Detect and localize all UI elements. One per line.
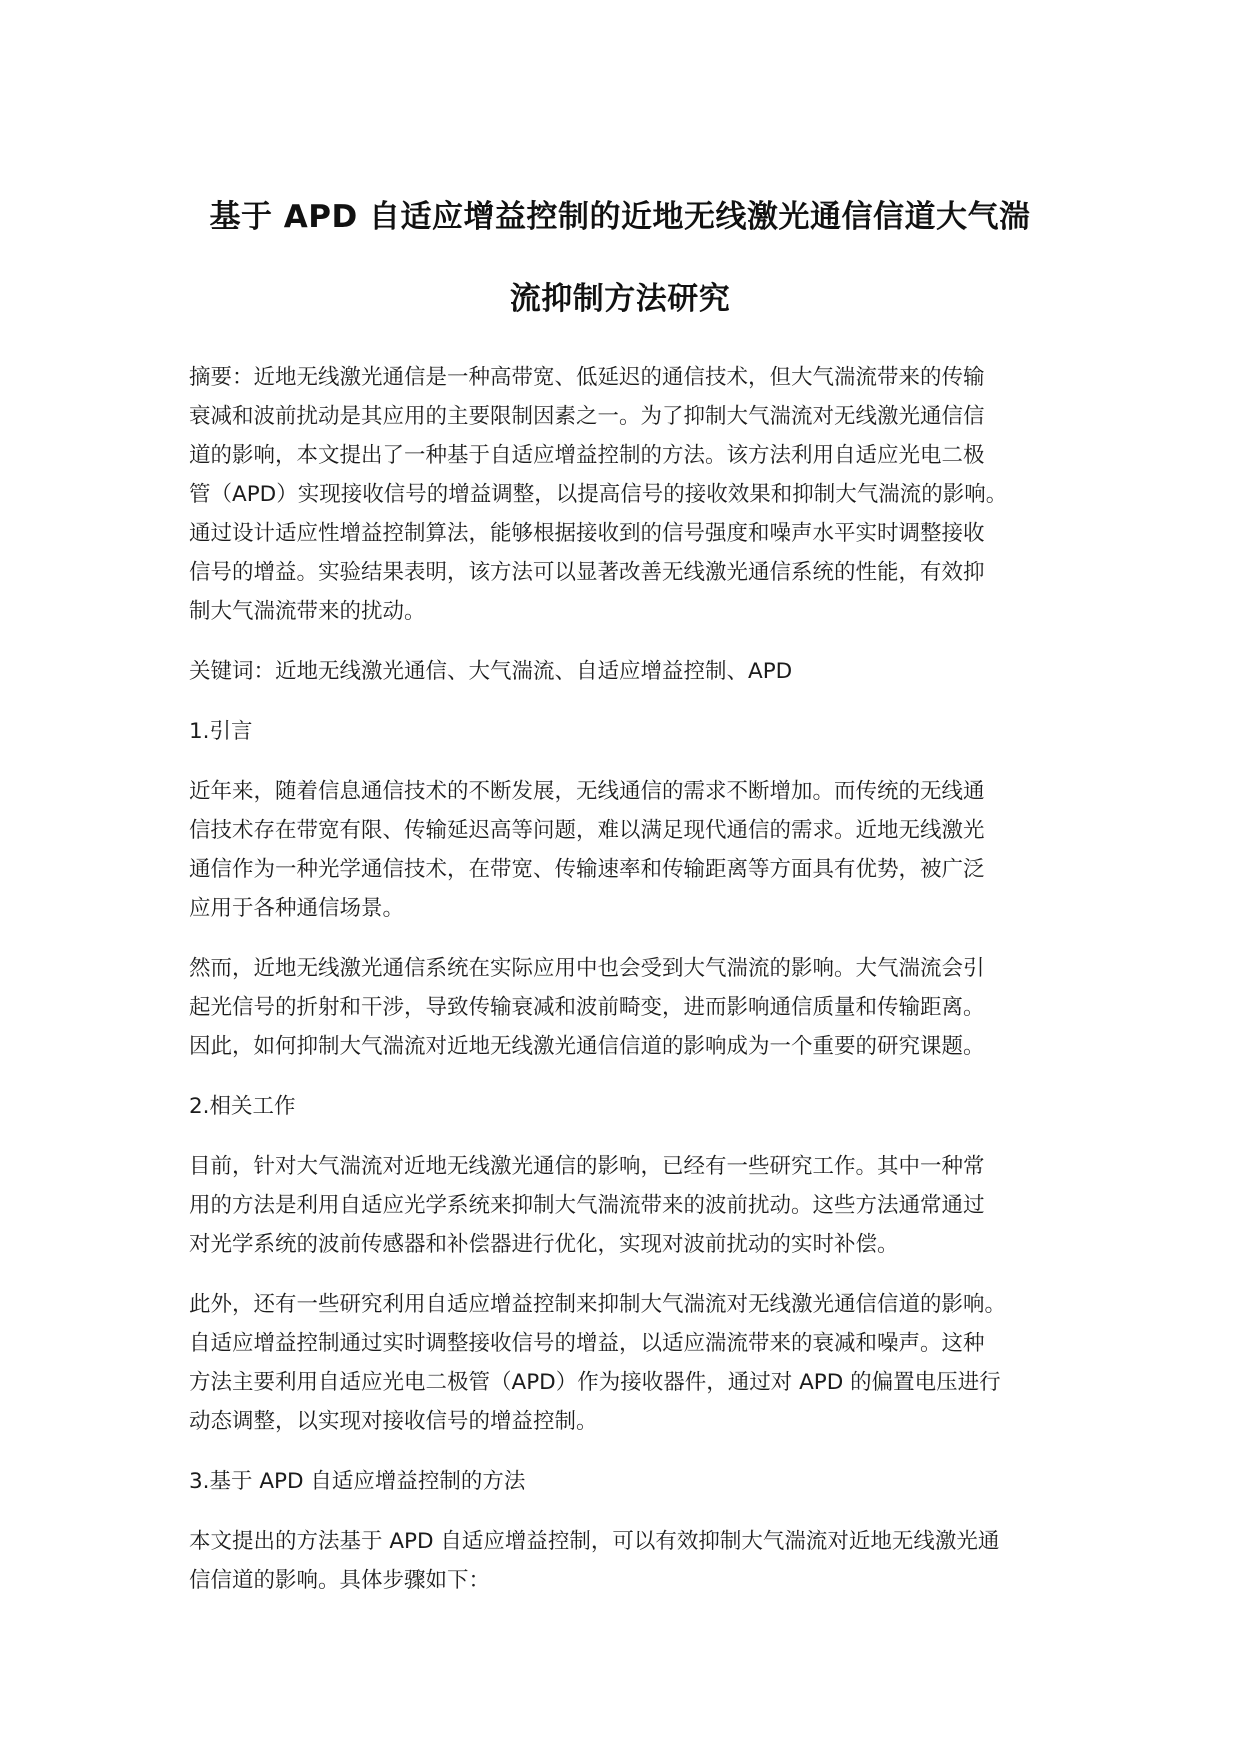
- text-line: 自适应增益控制通过实时调整接收信号的增益，以适应湍流带来的衰减和噪声。这种: [189, 1331, 985, 1356]
- text-line: 本文提出的方法基于 APD 自适应增益控制，可以有效抑制大气湍流对近地无线激光通: [189, 1529, 1000, 1554]
- body-paragraph: [189, 949, 1069, 1066]
- text-line: 因此，如何抑制大气湍流对近地无线激光通信信道的影响成为一个重要的研究课题。: [189, 1034, 985, 1059]
- title-line: 流抑制方法研究: [509, 281, 731, 317]
- text-line: 制大气湍流带来的扰动。: [189, 599, 426, 624]
- section-heading-introduction: 1.引言: [189, 719, 253, 744]
- text-line: 信信道的影响。具体步骤如下：: [189, 1568, 491, 1593]
- text-line: 道的影响，本文提出了一种基于自适应增益控制的方法。该方法利用自适应光电二极: [189, 443, 985, 468]
- text-line: 应用于各种通信场景。: [189, 896, 405, 921]
- text-line: 目前，针对大气湍流对近地无线激光通信的影响，已经有一些研究工作。其中一种常: [189, 1154, 985, 1179]
- keywords-line: 关键词：近地无线激光通信、大气湍流、自适应增益控制、APD: [189, 659, 793, 684]
- body-paragraph: [189, 1522, 1069, 1600]
- title-line: 基于 APD 自适应增益控制的近地无线激光通信信道大气湍: [209, 199, 1031, 235]
- text-line: 起光信号的折射和干涉，导致传输衰减和波前畸变，进而影响通信质量和传输距离。: [189, 995, 985, 1020]
- text-line: 信号的增益。实验结果表明，该方法可以显著改善无线激光通信系统的性能，有效抑: [189, 560, 985, 585]
- body-paragraph: [189, 772, 1069, 928]
- text-line: 衰减和波前扰动是其应用的主要限制因素之一。为了抑制大气湍流对无线激光通信信: [189, 404, 985, 429]
- body-paragraph: [189, 1147, 1069, 1264]
- section-heading-related-work: 2.相关工作: [189, 1094, 296, 1119]
- text-line: 此外，还有一些研究利用自适应增益控制来抑制大气湍流对无线激光通信信道的影响。: [189, 1292, 1007, 1317]
- text-line: 方法主要利用自适应光电二极管（APD）作为接收器件，通过对 APD 的偏置电压进行: [189, 1370, 1001, 1395]
- text-line: 然而，近地无线激光通信系统在实际应用中也会受到大气湍流的影响。大气湍流会引: [189, 956, 985, 981]
- document-title: [150, 176, 1090, 340]
- text-line: 近年来，随着信息通信技术的不断发展，无线通信的需求不断增加。而传统的无线通: [189, 779, 985, 804]
- abstract-paragraph: [189, 358, 1069, 631]
- text-line: 对光学系统的波前传感器和补偿器进行优化，实现对波前扰动的实时补偿。: [189, 1232, 899, 1257]
- text-line: 通信作为一种光学通信技术，在带宽、传输速率和传输距离等方面具有优势，被广泛: [189, 857, 985, 882]
- text-line: 信技术存在带宽有限、传输延迟高等问题，难以满足现代通信的需求。近地无线激光: [189, 818, 985, 843]
- body-paragraph: [189, 1285, 1069, 1441]
- text-line: 通过设计适应性增益控制算法，能够根据接收到的信号强度和噪声水平实时调整接收: [189, 521, 985, 546]
- text-line: 摘要：近地无线激光通信是一种高带宽、低延迟的通信技术，但大气湍流带来的传输: [189, 365, 985, 390]
- text-line: 动态调整，以实现对接收信号的增益控制。: [189, 1409, 598, 1434]
- text-line: 用的方法是利用自适应光学系统来抑制大气湍流带来的波前扰动。这些方法通常通过: [189, 1193, 985, 1218]
- document-body: [189, 358, 1069, 1621]
- section-heading-method: 3.基于 APD 自适应增益控制的方法: [189, 1469, 526, 1494]
- text-line: 管（APD）实现接收信号的增益调整，以提高信号的接收效果和抑制大气湍流的影响。: [189, 482, 1008, 507]
